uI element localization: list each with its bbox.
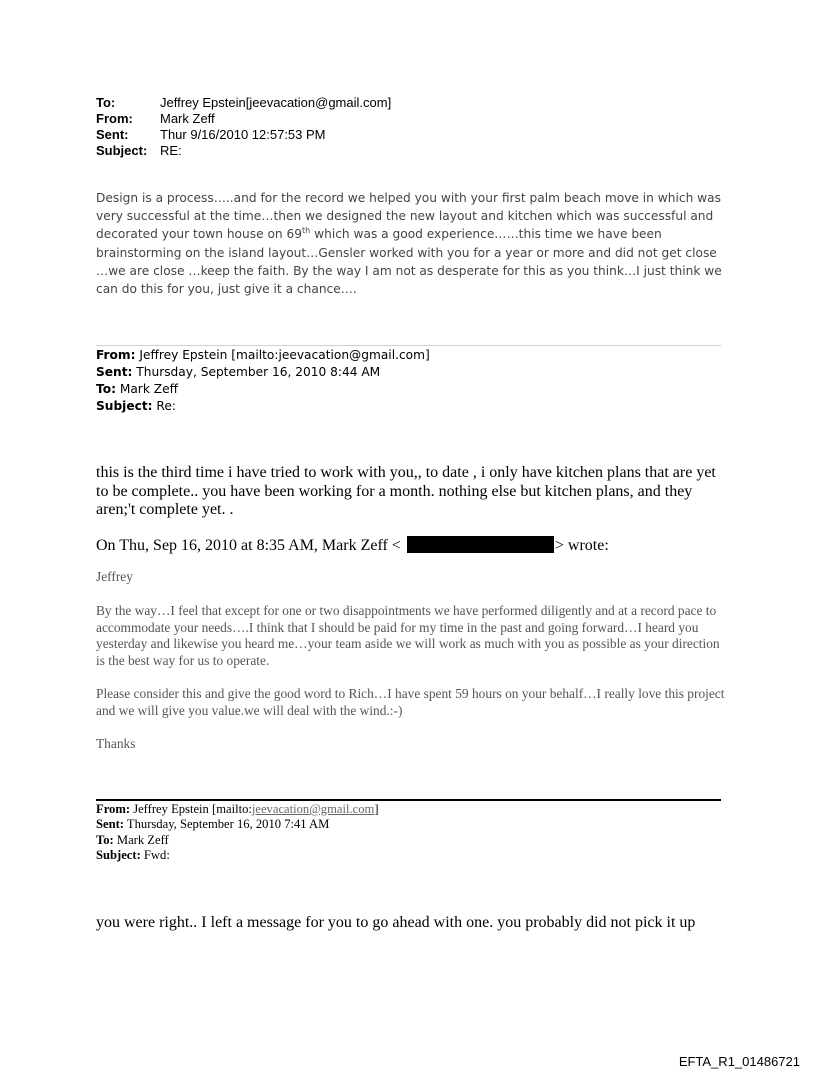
document-id: EFTA_R1_01486721 [678, 1054, 800, 1069]
ordinal-superscript: th [302, 226, 311, 236]
quoted-sent-row: Sent: Thursday, September 16, 2010 8:44 AM [96, 365, 381, 379]
quoted-header-1 [96, 347, 430, 415]
email-link[interactable]: jeevacation@gmail.com [251, 802, 375, 816]
separator-thick-line [96, 799, 721, 801]
from-label: From: [96, 111, 133, 126]
redaction-box [407, 536, 554, 553]
original-message: you were right.. I left a message for you to go ahead with one. you probably did not pick it up [96, 914, 696, 931]
email-header [96, 95, 391, 159]
quoted2-sent-row: Sent: Thursday, September 16, 2010 7:41 AM [96, 817, 330, 832]
sent-row [96, 127, 391, 143]
quoted-subject-row: Subject: Re: [96, 399, 176, 413]
reply-body: Design is a process…..and for the record we helped you with your first palm beach move in which was very successful at the time…then we designed the new layout and kitchen which was successful and decorated your town house on 69th which was a good experience……this time we have been brainstorming on the island layout…Gensler worked with you for a year or more and did not get close …we are close …keep the faith. By the way I am not as desperate for this as you think…I just think we can do this for you, just give it a chance…. [96, 191, 722, 297]
quoted-header-2 [96, 802, 379, 863]
quoted-from-row: From: Jeffrey Epstein [mailto:jeevacation@gmail.com] [96, 348, 430, 362]
separator-line [96, 345, 721, 346]
quoted2-from-row: From: Jeffrey Epstein [mailto:jeevacation@gmail.com] [96, 802, 379, 816]
to-row [96, 95, 391, 111]
epstein-message: this is the third time i have tried to work with you,, to date , i only have kitchen plans that are yet to be complete.. you have been working for a month. nothing else but kitchen plans, and they aren;'t complete yet. . [96, 464, 716, 518]
quoted-thanks: Thanks [96, 736, 136, 751]
quote-intro: On Thu, Sep 16, 2010 at 8:35 AM, Mark Zeff < > wrote: [96, 537, 609, 554]
sent-label: Sent: [96, 127, 129, 142]
quoted-paragraph-1: By the way…I feel that except for one or two disappointments we have performed diligently and at a record pace to accommodate your needs….I think that I should be paid for my time in the past and going forward…I heard you yesterday and likewise you heard me…your team aside we will work as much with you as possible as your direction is the best way for us to operate. [96, 603, 720, 668]
subject-value: RE: [160, 143, 182, 158]
to-value: Jeffrey Epstein[jeevacation@gmail.com] [160, 95, 392, 110]
sent-value: Thur 9/16/2010 12:57:53 PM [160, 127, 326, 142]
from-value: Mark Zeff [160, 111, 215, 126]
subject-row [96, 143, 391, 159]
from-row [96, 111, 391, 127]
subject-label: Subject: [96, 143, 148, 158]
quoted-to-row: To: Mark Zeff [96, 382, 178, 396]
quoted2-to-row: To: Mark Zeff [96, 832, 169, 847]
to-label: To: [96, 95, 116, 110]
quoted-paragraph-2: Please consider this and give the good word to Rich…I have spent 59 hours on your behalf…I really love this project and we will give you value.we will deal with the wind.:-) [96, 686, 725, 718]
quoted-greeting: Jeffrey [96, 569, 133, 584]
quoted2-subject-row: Subject: Fwd: [96, 847, 170, 862]
